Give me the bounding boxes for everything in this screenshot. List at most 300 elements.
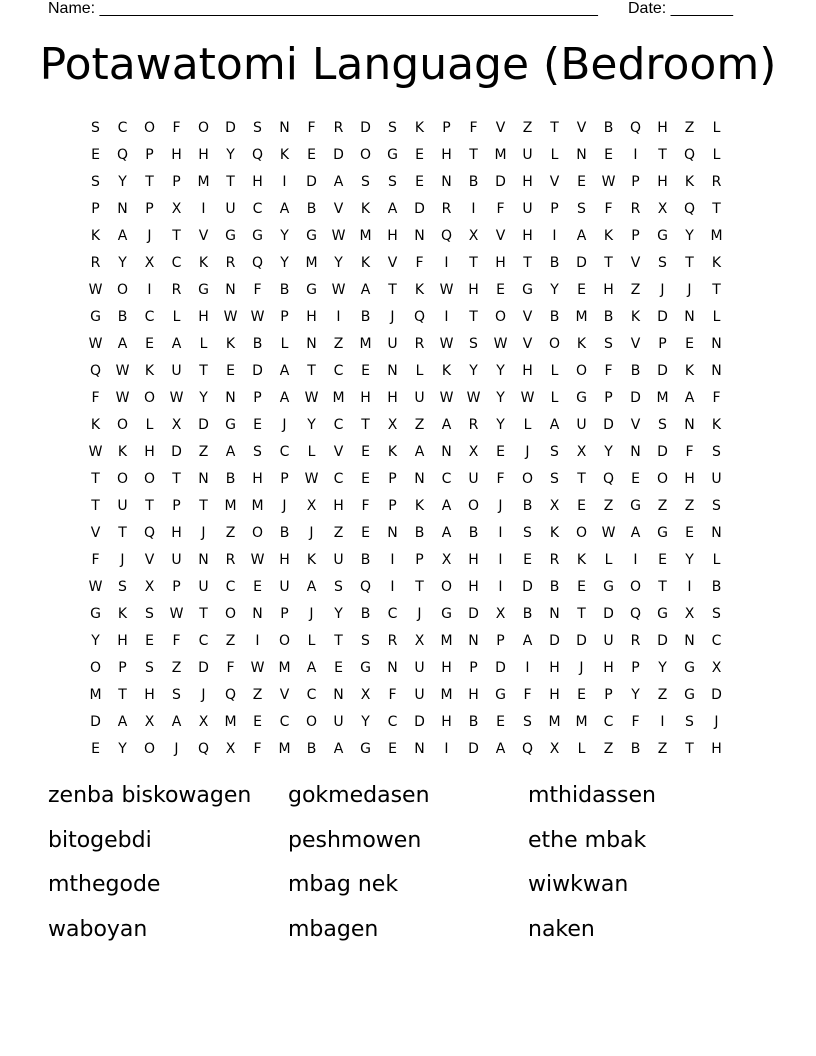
grid-letter: F xyxy=(91,551,100,568)
grid-letter: N xyxy=(198,551,209,568)
grid-letter: S xyxy=(685,713,694,730)
grid-letter: V xyxy=(495,227,506,244)
grid-letter: Z xyxy=(333,524,344,541)
grid-letter: H xyxy=(441,146,452,163)
grid-letter: H xyxy=(252,470,263,487)
grid-letter: P xyxy=(280,308,289,325)
grid-letter: X xyxy=(144,254,155,271)
grid-letter: T xyxy=(469,146,478,163)
grid-letter: M xyxy=(278,740,291,757)
grid-letter: U xyxy=(333,551,344,568)
grid-letter: G xyxy=(495,686,506,703)
grid-letter: Q xyxy=(683,200,696,217)
grid-letter: T xyxy=(604,254,613,271)
grid-letter: G xyxy=(684,686,695,703)
grid-letter: Q xyxy=(224,686,237,703)
grid-letter: F xyxy=(91,389,100,406)
grid-letter: S xyxy=(469,335,478,352)
page-title: Potawatomi Language (Bedroom) xyxy=(39,39,777,90)
grid-letter: A xyxy=(684,389,695,406)
grid-letter: D xyxy=(171,443,182,460)
grid-letter: A xyxy=(117,713,128,730)
grid-letter: N xyxy=(684,308,695,325)
grid-letter: B xyxy=(603,308,614,325)
grid-letter: N xyxy=(279,119,290,136)
grid-letter: W xyxy=(88,443,103,460)
grid-letter: W xyxy=(439,335,454,352)
grid-letter: I xyxy=(390,578,395,595)
grid-letter: C xyxy=(117,119,128,136)
grid-letter: H xyxy=(360,389,371,406)
grid-letter: J xyxy=(579,659,584,676)
grid-letter: G xyxy=(684,659,695,676)
grid-letter: W xyxy=(601,524,616,541)
word-list-item: waboyan xyxy=(48,916,148,942)
grid-letter: D xyxy=(495,659,506,676)
grid-letter: D xyxy=(657,443,668,460)
grid-letter: B xyxy=(360,551,371,568)
grid-letter: N xyxy=(441,443,452,460)
grid-letter: J xyxy=(120,551,125,568)
grid-letter: U xyxy=(225,200,236,217)
grid-letter: J xyxy=(309,524,314,541)
grid-letter: S xyxy=(118,578,127,595)
grid-letter: J xyxy=(201,524,206,541)
grid-letter: M xyxy=(251,497,264,514)
grid-letter: X xyxy=(198,713,209,730)
grid-letter: E xyxy=(577,497,586,514)
grid-letter: H xyxy=(441,713,452,730)
grid-letter: K xyxy=(684,173,695,190)
grid-letter: K xyxy=(144,362,155,379)
grid-letter: L xyxy=(145,416,154,433)
grid-letter: M xyxy=(710,227,723,244)
grid-letter: X xyxy=(360,686,371,703)
grid-letter: B xyxy=(306,200,317,217)
grid-letter: B xyxy=(603,119,614,136)
grid-letter: D xyxy=(657,308,668,325)
grid-letter: Q xyxy=(89,362,102,379)
grid-letter: M xyxy=(440,686,453,703)
grid-letter: D xyxy=(657,632,668,649)
grid-letter: L xyxy=(199,335,208,352)
grid-letter: D xyxy=(576,632,587,649)
grid-letter: Y xyxy=(118,740,127,757)
grid-letter: G xyxy=(522,281,533,298)
grid-letter: Y xyxy=(604,443,613,460)
grid-letter: G xyxy=(90,308,101,325)
grid-letter: C xyxy=(333,362,344,379)
grid-letter: E xyxy=(577,686,586,703)
grid-letter: K xyxy=(360,254,371,271)
grid-letter: D xyxy=(252,362,263,379)
grid-letter: R xyxy=(468,416,479,433)
grid-letter: Z xyxy=(198,443,209,460)
grid-letter: H xyxy=(279,551,290,568)
grid-letter: D xyxy=(495,173,506,190)
grid-letter: T xyxy=(415,578,424,595)
grid-letter: W xyxy=(88,281,103,298)
grid-letter: P xyxy=(118,659,127,676)
grid-letter: S xyxy=(334,578,343,595)
word-list-item: mbag nek xyxy=(288,872,399,897)
grid-letter: X xyxy=(684,605,695,622)
grid-letter: E xyxy=(91,146,100,163)
grid-letter: W xyxy=(223,308,238,325)
grid-letter: Z xyxy=(171,659,182,676)
grid-letter: A xyxy=(387,200,398,217)
grid-letter: U xyxy=(711,470,722,487)
grid-letter: S xyxy=(388,119,397,136)
grid-letter: V xyxy=(333,443,344,460)
grid-letter: H xyxy=(387,389,398,406)
grid-letter: M xyxy=(359,335,372,352)
grid-letter: K xyxy=(576,335,587,352)
grid-letter: H xyxy=(495,254,506,271)
grid-letter: A xyxy=(306,659,317,676)
grid-letter: A xyxy=(495,740,506,757)
grid-letter: Q xyxy=(683,146,696,163)
grid-letter: Z xyxy=(630,281,641,298)
grid-letter: R xyxy=(387,632,398,649)
grid-letter: N xyxy=(414,740,425,757)
grid-letter: A xyxy=(441,416,452,433)
grid-letter: K xyxy=(711,254,722,271)
grid-letter: I xyxy=(687,578,692,595)
grid-letter: U xyxy=(522,146,533,163)
grid-letter: E xyxy=(91,740,100,757)
date-field-label: Date: _______ xyxy=(628,0,733,17)
grid-letter: Y xyxy=(496,416,505,433)
grid-letter: Y xyxy=(361,713,370,730)
grid-letter: I xyxy=(201,200,206,217)
grid-letter: L xyxy=(550,146,559,163)
grid-letter: N xyxy=(198,470,209,487)
grid-letter: B xyxy=(279,524,290,541)
grid-letter: B xyxy=(360,605,371,622)
grid-letter: A xyxy=(171,713,182,730)
grid-letter: N xyxy=(468,632,479,649)
grid-letter: Z xyxy=(333,335,344,352)
grid-letter: H xyxy=(684,470,695,487)
grid-letter: E xyxy=(685,335,694,352)
grid-letter: B xyxy=(522,497,533,514)
grid-letter: B xyxy=(279,281,290,298)
grid-letter: P xyxy=(631,659,640,676)
grid-letter: F xyxy=(496,200,505,217)
grid-letter: D xyxy=(603,416,614,433)
grid-letter: V xyxy=(90,524,101,541)
grid-letter: P xyxy=(145,146,154,163)
grid-letter: L xyxy=(307,632,316,649)
grid-letter: G xyxy=(630,497,641,514)
grid-letter: C xyxy=(387,713,398,730)
grid-letter: H xyxy=(468,686,479,703)
grid-letter: P xyxy=(172,173,181,190)
grid-letter: H xyxy=(252,173,263,190)
grid-letter: T xyxy=(523,254,532,271)
grid-letter: T xyxy=(199,497,208,514)
grid-letter: K xyxy=(90,416,101,433)
grid-letter: N xyxy=(630,443,641,460)
grid-letter: P xyxy=(388,470,397,487)
word-list-item: mbagen xyxy=(288,916,379,942)
grid-letter: I xyxy=(498,551,503,568)
grid-letter: C xyxy=(711,632,722,649)
grid-letter: H xyxy=(549,686,560,703)
grid-letter: B xyxy=(468,713,479,730)
grid-letter: G xyxy=(576,389,587,406)
grid-letter: U xyxy=(171,362,182,379)
grid-letter: S xyxy=(361,173,370,190)
grid-letter: P xyxy=(658,335,667,352)
grid-letter: L xyxy=(577,740,586,757)
grid-letter: Z xyxy=(252,686,263,703)
grid-letter: A xyxy=(333,740,344,757)
grid-letter: H xyxy=(306,308,317,325)
grid-letter: E xyxy=(361,362,370,379)
grid-letter: N xyxy=(414,227,425,244)
grid-letter: X xyxy=(576,443,587,460)
grid-letter: R xyxy=(630,200,641,217)
grid-letter: V xyxy=(333,200,344,217)
grid-letter: G xyxy=(360,740,371,757)
grid-letter: F xyxy=(172,632,181,649)
grid-letter: J xyxy=(417,605,422,622)
grid-letter: B xyxy=(522,605,533,622)
grid-letter: H xyxy=(198,308,209,325)
grid-letter: Z xyxy=(522,119,533,136)
grid-letter: B xyxy=(711,578,722,595)
grid-letter: H xyxy=(468,281,479,298)
grid-letter: W xyxy=(439,281,454,298)
grid-letter: I xyxy=(525,659,530,676)
grid-letter: H xyxy=(711,740,722,757)
grid-letter: M xyxy=(440,632,453,649)
grid-letter: T xyxy=(469,308,478,325)
grid-letter: T xyxy=(712,281,721,298)
grid-letter: Z xyxy=(684,497,695,514)
grid-letter: J xyxy=(282,497,287,514)
grid-letter: P xyxy=(631,227,640,244)
grid-letter: Y xyxy=(199,389,208,406)
grid-letter: M xyxy=(548,713,561,730)
grid-letter: T xyxy=(145,173,154,190)
grid-letter: M xyxy=(224,713,237,730)
grid-letter: O xyxy=(440,578,453,595)
grid-letter: C xyxy=(225,578,236,595)
grid-letter: G xyxy=(657,227,668,244)
grid-letter: T xyxy=(91,497,100,514)
grid-letter: X xyxy=(495,605,506,622)
word-search-grid xyxy=(82,114,730,762)
grid-letter: T xyxy=(685,254,694,271)
grid-letter: T xyxy=(172,227,181,244)
grid-letter: R xyxy=(441,200,452,217)
grid-letter: V xyxy=(630,254,641,271)
grid-letter: Y xyxy=(496,389,505,406)
grid-letter: A xyxy=(117,335,128,352)
grid-letter: E xyxy=(631,470,640,487)
grid-letter: P xyxy=(496,632,505,649)
grid-letter: W xyxy=(115,362,130,379)
grid-letter: F xyxy=(685,443,694,460)
grid-letter: U xyxy=(279,578,290,595)
grid-letter: W xyxy=(331,281,346,298)
grid-letter: L xyxy=(712,308,721,325)
grid-letter: J xyxy=(390,308,395,325)
grid-letter: W xyxy=(601,173,616,190)
grid-letter: D xyxy=(198,659,209,676)
grid-letter: P xyxy=(280,470,289,487)
grid-letter: T xyxy=(577,605,586,622)
grid-letter: I xyxy=(444,254,449,271)
grid-letter: A xyxy=(522,632,533,649)
grid-letter: P xyxy=(172,578,181,595)
grid-letter: A xyxy=(279,200,290,217)
grid-letter: A xyxy=(630,524,641,541)
grid-letter: Y xyxy=(685,551,694,568)
grid-letter: B xyxy=(468,173,479,190)
grid-letter: P xyxy=(388,497,397,514)
grid-letter: O xyxy=(116,416,129,433)
grid-letter: T xyxy=(361,416,370,433)
grid-letter: F xyxy=(712,389,721,406)
grid-letter: T xyxy=(145,497,154,514)
grid-letter: N xyxy=(225,281,236,298)
grid-letter: H xyxy=(171,524,182,541)
word-list-item: peshmowen xyxy=(288,827,422,853)
grid-letter: W xyxy=(250,308,265,325)
grid-letter: I xyxy=(336,308,341,325)
grid-letter: T xyxy=(712,200,721,217)
word-list-item: naken xyxy=(528,916,595,942)
grid-letter: J xyxy=(174,740,179,757)
grid-letter: X xyxy=(549,740,560,757)
grid-letter: U xyxy=(414,686,425,703)
grid-letter: P xyxy=(253,389,262,406)
grid-letter: X xyxy=(441,551,452,568)
grid-letter: W xyxy=(493,335,508,352)
grid-letter: U xyxy=(414,389,425,406)
grid-letter: U xyxy=(522,200,533,217)
grid-letter: S xyxy=(550,443,559,460)
grid-letter: G xyxy=(225,416,236,433)
grid-letter: S xyxy=(172,686,181,703)
grid-letter: G xyxy=(387,146,398,163)
grid-letter: N xyxy=(306,335,317,352)
grid-letter: I xyxy=(255,632,260,649)
grid-letter: P xyxy=(172,497,181,514)
grid-letter: J xyxy=(714,713,719,730)
grid-letter: X xyxy=(171,416,182,433)
grid-letter: M xyxy=(278,659,291,676)
grid-letter: P xyxy=(604,389,613,406)
grid-letter: U xyxy=(414,659,425,676)
grid-letter: V xyxy=(279,686,290,703)
grid-letter: W xyxy=(250,659,265,676)
grid-letter: M xyxy=(89,686,102,703)
grid-letter: Z xyxy=(225,632,236,649)
grid-letter: W xyxy=(520,389,535,406)
grid-letter: Q xyxy=(602,470,615,487)
grid-letter: N xyxy=(711,362,722,379)
grid-letter: C xyxy=(252,200,263,217)
grid-letter: A xyxy=(414,443,425,460)
grid-letter: A xyxy=(360,281,371,298)
grid-letter: B xyxy=(549,578,560,595)
grid-letter: A xyxy=(441,524,452,541)
grid-letter: D xyxy=(90,713,101,730)
grid-letter: X xyxy=(225,740,236,757)
grid-letter: H xyxy=(603,281,614,298)
grid-letter: C xyxy=(144,308,155,325)
grid-letter: H xyxy=(171,146,182,163)
grid-letter: V xyxy=(198,227,209,244)
grid-letter: C xyxy=(198,632,209,649)
grid-letter: B xyxy=(549,308,560,325)
grid-letter: M xyxy=(332,389,345,406)
grid-letter: F xyxy=(307,119,316,136)
grid-letter: B xyxy=(549,254,560,271)
grid-letter: Q xyxy=(629,119,642,136)
grid-letter: F xyxy=(469,119,478,136)
grid-letter: T xyxy=(577,470,586,487)
grid-letter: H xyxy=(387,227,398,244)
grid-letter: X xyxy=(171,200,182,217)
grid-letter: O xyxy=(89,659,102,676)
grid-letter: N xyxy=(711,524,722,541)
grid-letter: F xyxy=(253,281,262,298)
grid-letter: S xyxy=(523,713,532,730)
grid-letter: E xyxy=(334,659,343,676)
word-list-item: gokmedasen xyxy=(288,783,430,808)
grid-letter: E xyxy=(145,335,154,352)
grid-letter: N xyxy=(441,173,452,190)
grid-letter: U xyxy=(387,335,398,352)
grid-letter: D xyxy=(198,416,209,433)
grid-letter: W xyxy=(88,578,103,595)
grid-letter: K xyxy=(441,362,452,379)
grid-letter: E xyxy=(253,713,262,730)
grid-letter: T xyxy=(91,470,100,487)
grid-letter: T xyxy=(550,119,559,136)
grid-letter: K xyxy=(360,200,371,217)
grid-letter: D xyxy=(657,362,668,379)
grid-letter: K xyxy=(117,443,128,460)
grid-letter: Y xyxy=(280,254,289,271)
grid-letter: F xyxy=(523,686,532,703)
grid-letter: Z xyxy=(657,740,668,757)
grid-letter: N xyxy=(387,659,398,676)
grid-letter: S xyxy=(388,173,397,190)
grid-letter: O xyxy=(575,524,588,541)
grid-letter: B xyxy=(117,308,128,325)
grid-letter: Q xyxy=(521,740,534,757)
grid-letter: X xyxy=(549,497,560,514)
grid-letter: U xyxy=(171,551,182,568)
grid-letter: T xyxy=(307,362,316,379)
grid-letter: S xyxy=(253,443,262,460)
grid-letter: J xyxy=(498,497,503,514)
word-list-item: ethe mbak xyxy=(528,827,647,853)
grid-letter: X xyxy=(414,632,425,649)
grid-letter: O xyxy=(224,605,237,622)
grid-letter: E xyxy=(145,632,154,649)
grid-letter: D xyxy=(414,200,425,217)
grid-letter: V xyxy=(576,119,587,136)
grid-letter: E xyxy=(253,578,262,595)
